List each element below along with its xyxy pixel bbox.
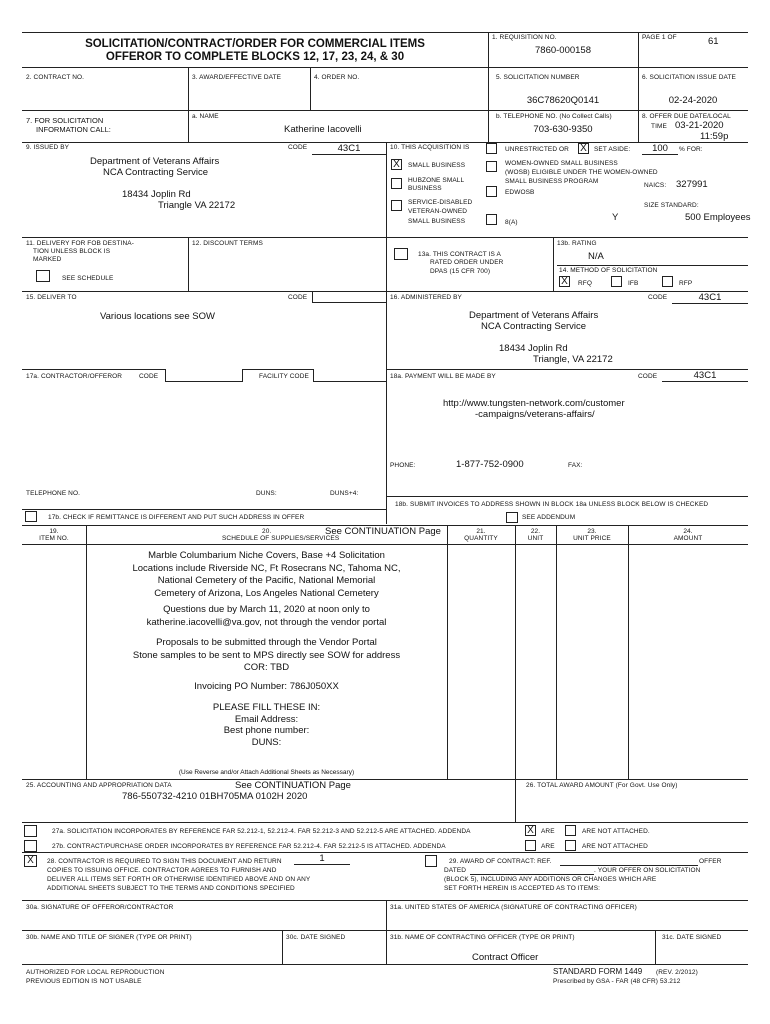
best-phone-field[interactable]: Best phone number:	[223, 725, 310, 736]
wosb-checkbox[interactable]	[486, 161, 497, 172]
accounting-see-continuation: See CONTINUATION Page	[235, 780, 351, 791]
administered-by-label: 16. ADMINISTERED BY	[390, 294, 462, 301]
set-aside-percent[interactable]: 100	[642, 143, 678, 155]
rating-label: 13b. RATING	[557, 240, 597, 247]
form-bottom-border	[22, 964, 748, 965]
deliver-to-code-field[interactable]	[312, 292, 386, 303]
facility-code-label: FACILITY CODE	[259, 373, 309, 380]
offer-due-date[interactable]: 03-21-2020	[675, 120, 724, 131]
form-title: SOLICITATION/CONTRACT/ORDER FOR COMMERCIAL ITEMS	[85, 38, 425, 50]
sdvosb-label-2: VETERAN-OWNED	[408, 208, 468, 215]
size-standard-value[interactable]: 500 Employees	[685, 212, 751, 223]
for-solicitation-label: 7. FOR SOLICITATION	[26, 116, 104, 125]
duns-field[interactable]: DUNS:	[251, 736, 282, 748]
col-item-no-num: 19.	[49, 528, 59, 535]
issued-by-code-label: CODE	[288, 144, 308, 151]
offer-ref-field[interactable]	[560, 865, 698, 866]
clause-29-line4: SET FORTH HEREIN IS ACCEPTED AS TO ITEMS:	[444, 885, 601, 892]
hubzone-checkbox[interactable]	[391, 178, 402, 189]
payment-url-line2[interactable]: -campaigns/veterans-affairs/	[475, 409, 595, 420]
offeror-date-label: 30c. DATE SIGNED	[286, 934, 346, 941]
clause-28-line3: DELIVER ALL ITEMS SET FORTH OR OTHERWISE IDENTIFIED ABOVE AND ON ANY	[47, 876, 311, 883]
issued-by-line2: NCA Contracting Service	[103, 167, 209, 178]
rule	[22, 544, 748, 545]
rule	[553, 237, 554, 291]
remittance-checkbox[interactable]	[25, 511, 37, 522]
footer-authorized: AUTHORIZED FOR LOCAL REPRODUCTION	[26, 969, 165, 976]
col-amount: AMOUNT	[673, 535, 703, 542]
discount-terms-label: 12. DISCOUNT TERMS	[192, 240, 263, 247]
rule	[22, 67, 748, 68]
wosb-label-3: SMALL BUSINESS PROGRAM	[505, 178, 599, 185]
rule	[22, 237, 748, 238]
rfp-checkbox[interactable]	[662, 276, 673, 287]
clause-27b-checkbox[interactable]	[24, 840, 37, 852]
method-label: 14. METHOD OF SOLICITATION	[559, 267, 658, 274]
signer-name-label: 30b. NAME AND TITLE OF SIGNER (TYPE OR PRINT)	[26, 934, 192, 941]
naics-value[interactable]: 327991	[676, 179, 708, 190]
small-business-label: SMALL BUSINESS	[408, 162, 466, 169]
rule	[188, 237, 189, 291]
clause-27a-checkbox[interactable]	[24, 825, 37, 837]
sdvosb-checkbox[interactable]	[391, 200, 402, 211]
unrestricted-checkbox[interactable]	[486, 143, 497, 154]
clause-29-offer: OFFER	[699, 858, 722, 865]
desc-line: Cemetery of Arizona, Los Angeles National Cemetery	[154, 587, 379, 599]
offer-dated-field[interactable]	[470, 874, 594, 875]
contract-no-label: 2. CONTRACT NO.	[26, 74, 85, 81]
email-address-field[interactable]: Email Address:	[234, 713, 299, 725]
rule	[557, 265, 748, 266]
clause-28-checkbox[interactable]: X	[24, 855, 37, 867]
clause-27a: 27a. SOLICITATION INCORPORATES BY REFERENCE FAR 52.212-1, 52.212-4. FAR 52.212-3 AND 52.212-5 ARE ATTACHED. ADDENDA	[52, 828, 471, 835]
contact-phone[interactable]: 703-630-9350	[533, 124, 593, 135]
rule	[515, 779, 516, 822]
clause-29-line3: (BLOCK 5), INCLUDING ANY ADDITIONS OR CHANGES WHICH ARE	[444, 876, 657, 883]
rfq-label: RFQ	[578, 280, 593, 287]
see-schedule-checkbox[interactable]	[36, 270, 50, 282]
payment-code-label: CODE	[638, 373, 658, 380]
unrestricted-label: UNRESTRICTED OR	[505, 146, 569, 153]
rule	[282, 930, 283, 964]
clause-28-line1: 28. CONTRACTOR IS REQUIRED TO SIGN THIS DOCUMENT AND RETURN	[47, 858, 282, 865]
fill-in-block	[86, 702, 447, 748]
wosb-label: WOMEN-OWNED SMALL BUSINESS	[505, 160, 618, 167]
issue-date-value[interactable]: 02-24-2020	[668, 95, 718, 106]
col-unit-price-num: 23.	[587, 528, 597, 535]
acquisition-label: 10. THIS ACQUISITION IS	[390, 144, 470, 151]
rule	[638, 110, 639, 142]
form-subtitle: OFFEROR TO COMPLETE BLOCKS 12, 17, 23, 24, & 30	[105, 51, 405, 63]
col-unit-num: 22.	[530, 528, 541, 535]
clause-29-dated: DATED	[444, 867, 467, 874]
cor-line: COR: TBD	[243, 662, 290, 673]
requisition-label: 1. REQUISITION NO.	[492, 34, 557, 41]
officer-title: Contract Officer	[472, 952, 539, 963]
schedule-see-continuation: See CONTINUATION Page	[325, 526, 441, 537]
delivery-fob-label-2: TION UNLESS BLOCK IS	[33, 248, 111, 255]
payment-url-line1[interactable]: http://www.tungsten-network.com/customer	[443, 398, 625, 409]
desc-line: Locations include Riverside NC, Ft Rosecrans NC, Tahoma NC,	[132, 562, 401, 574]
contact-name[interactable]: Katherine Iacovelli	[284, 124, 362, 135]
rated-order-checkbox[interactable]	[394, 248, 408, 260]
27b-are-not-label: ARE NOT ATTACHED	[582, 843, 648, 850]
issued-by-line3: 18434 Joplin Rd	[122, 189, 191, 200]
rule	[22, 779, 748, 780]
proposals-note	[86, 637, 447, 675]
8a-checkbox[interactable]	[486, 214, 497, 225]
size-standard-label: SIZE STANDARD:	[644, 202, 699, 209]
footer-previous-edition: PREVIOUS EDITION IS NOT USABLE	[26, 978, 142, 985]
rule	[515, 525, 516, 779]
footer-prescribed: Prescribed by GSA - FAR (48 CFR) 53.212	[553, 978, 681, 985]
27b-are-checkbox[interactable]	[525, 840, 536, 851]
rule	[655, 930, 656, 964]
sdvosb-label-3: SMALL BUSINESS	[408, 218, 466, 225]
rule	[386, 142, 387, 524]
invoicing-po: Invoicing PO Number: 786J050XX	[194, 681, 339, 692]
set-aside-checkbox[interactable]: X	[578, 143, 589, 154]
see-addendum-checkbox[interactable]	[506, 512, 518, 523]
hubzone-label: HUBZONE SMALL	[408, 177, 465, 184]
name-label: a. NAME	[192, 113, 219, 120]
issued-by-line4: Triangle VA 22172	[158, 200, 236, 211]
rule	[22, 822, 748, 823]
offer-due-time[interactable]: 11:59p	[700, 131, 729, 142]
issued-by-label: 9. ISSUED BY	[26, 144, 70, 151]
issue-date-label: 6. SOLICITATION ISSUE DATE	[642, 74, 736, 81]
telephone-no-label: TELEPHONE NO.	[26, 490, 81, 497]
solicitation-number-value[interactable]: 36C78620Q0141	[526, 95, 600, 106]
rated-order-label-3: DPAS (15 CFR 700)	[430, 268, 491, 275]
clause-28-line4: ADDITIONAL SHEETS SUBJECT TO THE TERMS AND CONDITIONS SPECIFIED	[47, 885, 295, 892]
reverse-note: (Use Reverse and/or Attach Additional Sheets as Necessary)	[178, 769, 355, 776]
rating-value[interactable]: N/A	[588, 251, 604, 262]
clause-29-checkbox[interactable]	[425, 855, 437, 867]
administered-line2: NCA Contracting Service	[481, 321, 587, 332]
payment-phone-label: PHONE:	[390, 462, 416, 469]
duns-label: DUNS:	[256, 490, 277, 497]
information-call-label: INFORMATION CALL:	[36, 125, 111, 134]
remittance-label: 17b. CHECK IF REMITTANCE IS DIFFERENT AND PUT SUCH ADDRESS IN OFFER	[48, 514, 305, 521]
27a-are-not-checkbox[interactable]	[565, 825, 576, 836]
27a-are-checkbox[interactable]: X	[525, 825, 536, 836]
y-value: Y	[612, 212, 619, 223]
contractor-code-label: CODE	[139, 373, 159, 380]
rule	[447, 525, 448, 779]
wosb-label-2: (WOSB) ELIGIBLE UNDER THE WOMEN-OWNED	[505, 169, 658, 176]
rated-order-label: 13a. THIS CONTRACT IS A	[418, 251, 501, 258]
rated-order-label-2: RATED ORDER UNDER	[430, 259, 504, 266]
naics-label: NAICS:	[644, 182, 667, 189]
see-schedule-label: SEE SCHEDULE	[62, 275, 114, 282]
col-quantity: QUANTITY	[464, 535, 498, 542]
27b-are-not-checkbox[interactable]	[565, 840, 576, 851]
officer-date-label: 31c. DATE SIGNED	[662, 934, 722, 941]
page-label: PAGE 1 OF	[642, 34, 677, 41]
desc-line: National Cemetery of the Pacific, National Memorial	[157, 575, 376, 586]
rule	[22, 110, 748, 111]
percent-for-label: % FOR:	[679, 146, 703, 153]
solicitation-number-label: 5. SOLICITATION NUMBER	[496, 74, 580, 81]
sdvosb-label: SERVICE-DISABLED	[408, 199, 473, 206]
rule	[22, 509, 386, 510]
clause-27b: 27b. CONTRACT/PURCHASE ORDER INCORPORATES BY REFERENCE FAR 52.212-4. FAR 52.212-5 IS ATTACHED. ADDENDA	[52, 843, 446, 850]
duns4-label: DUNS+4:	[330, 490, 359, 497]
deliver-to-text: Various locations see SOW	[100, 311, 215, 322]
payment-label: 18a. PAYMENT WILL BE MADE BY	[390, 373, 496, 380]
fill-in-heading: PLEASE FILL THESE IN:	[212, 702, 321, 713]
submit-invoices-label: 18b. SUBMIT INVOICES TO ADDRESS SHOWN IN BLOCK 18a UNLESS BLOCK BELOW IS CHECKED	[395, 501, 709, 508]
27b-are-label: ARE	[541, 843, 555, 850]
telephone-label: b. TELEPHONE NO. (No Collect Calls)	[496, 113, 612, 120]
col-schedule-num: 20.	[262, 528, 272, 535]
delivery-fob-label: 11. DELIVERY FOR FOB DESTINA-	[26, 240, 135, 247]
total-award-label: 26. TOTAL AWARD AMOUNT (For Govt. Use Only)	[526, 782, 678, 789]
clause-28-line2: COPIES TO ISSUING OFFICE. CONTRACTOR AGREES TO FURNISH AND	[47, 867, 277, 874]
27a-are-label: ARE	[541, 828, 555, 835]
edwosb-label: EDWOSB	[505, 189, 535, 196]
rule	[556, 525, 557, 779]
rule	[22, 900, 748, 901]
clause-29-line1: 29. AWARD OF CONTRACT: REF.	[449, 858, 552, 865]
requisition-value[interactable]: 7860-000158	[535, 45, 591, 56]
facility-code-field[interactable]	[313, 369, 386, 382]
ifb-checkbox[interactable]	[611, 276, 622, 287]
payment-fax-label: FAX:	[568, 462, 583, 469]
officer-name-label: 31b. NAME OF CONTRACTING OFFICER (TYPE OR PRINT)	[390, 934, 575, 941]
administered-code[interactable]: 43C1	[672, 292, 748, 304]
deliver-to-label: 15. DELIVER TO	[26, 294, 77, 301]
desc-line: Marble Columbarium Niche Covers, Base +4 Solicitation	[148, 550, 385, 561]
contractor-label: 17a. CONTRACTOR/OFFEROR	[26, 373, 123, 380]
issued-by-code[interactable]: 43C1	[312, 143, 386, 155]
administered-line3: 18434 Joplin Rd	[499, 343, 568, 354]
footer-standard-form: STANDARD FORM 1449	[553, 967, 643, 976]
col-item-no: ITEM NO.	[39, 535, 69, 542]
schedule-description	[86, 550, 447, 600]
proposals-line: Proposals to be submitted through the Vendor Portal	[156, 637, 377, 648]
administered-line1: Department of Veterans Affairs	[469, 310, 599, 321]
col-unit-price: UNIT PRICE	[573, 535, 611, 542]
rule	[310, 67, 311, 110]
delivery-fob-label-3: MARKED	[33, 256, 62, 263]
proposals-line: Stone samples to be sent to MPS directly see SOW for address	[132, 649, 401, 661]
order-no-label: 4. ORDER NO.	[314, 74, 360, 81]
signature-offeror-label: 30a. SIGNATURE OF OFFEROR/CONTRACTOR	[26, 904, 174, 911]
offer-due-time-label: TIME	[651, 123, 667, 130]
copies-count[interactable]: 1	[294, 853, 350, 865]
administered-line4: Triangle, VA 22172	[533, 354, 613, 365]
accounting-label: 25. ACCOUNTING AND APPROPRIATION DATA	[26, 782, 172, 789]
form-top-border	[22, 32, 748, 33]
issued-by-line1: Department of Veterans Affairs	[90, 156, 220, 167]
signature-officer-label: 31a. UNITED STATES OF AMERICA (SIGNATURE OF CONTRACTING OFFICER)	[390, 904, 637, 911]
col-quantity-num: 21.	[476, 528, 486, 535]
page-count: 61	[708, 36, 719, 47]
see-addendum-label: SEE ADDENDUM	[522, 514, 576, 521]
administered-code-label: CODE	[648, 294, 668, 301]
clause-29-line2: . YOUR OFFER ON SOLICITATION	[594, 867, 701, 874]
col-amount-num: 24.	[683, 528, 693, 535]
questions-line: katherine.iacovelli@va.gov, not through the vendor portal	[146, 616, 387, 628]
rule	[188, 67, 189, 142]
questions-line: Questions due by March 11, 2020 at noon only to	[163, 604, 370, 615]
award-date-label: 3. AWARD/EFFECTIVE DATE	[192, 74, 282, 81]
contractor-code-field[interactable]	[165, 369, 243, 382]
set-aside-label: SET ASIDE:	[594, 146, 631, 153]
col-unit: UNIT	[527, 535, 544, 542]
rfp-label: RFP	[679, 280, 693, 287]
rule	[386, 496, 748, 497]
rule	[22, 930, 748, 931]
rule	[22, 852, 748, 853]
edwosb-checkbox[interactable]	[486, 186, 497, 197]
small-business-checkbox[interactable]: X	[391, 159, 402, 170]
hubzone-label-2: BUSINESS	[408, 185, 442, 192]
rule	[386, 900, 387, 964]
ifb-label: IFB	[628, 280, 639, 287]
deliver-to-code-label: CODE	[288, 294, 308, 301]
27a-are-not-label: ARE NOT ATTACHED.	[582, 828, 650, 835]
payment-phone[interactable]: 1-877-752-0900	[456, 459, 524, 470]
rfq-checkbox[interactable]: X	[559, 276, 570, 287]
8a-label: 8(A)	[505, 219, 518, 226]
offer-due-label: 8. OFFER DUE DATE/LOCAL	[642, 113, 731, 120]
footer-revision: (REV. 2/2012)	[656, 969, 698, 976]
col-schedule: SCHEDULE OF SUPPLIES/SERVICES	[222, 535, 340, 542]
accounting-value[interactable]: 786-550732-4210 01BH705MA 0102H 2020	[122, 791, 308, 802]
questions-note	[86, 604, 447, 629]
rule	[628, 525, 629, 779]
payment-code[interactable]: 43C1	[662, 370, 748, 382]
